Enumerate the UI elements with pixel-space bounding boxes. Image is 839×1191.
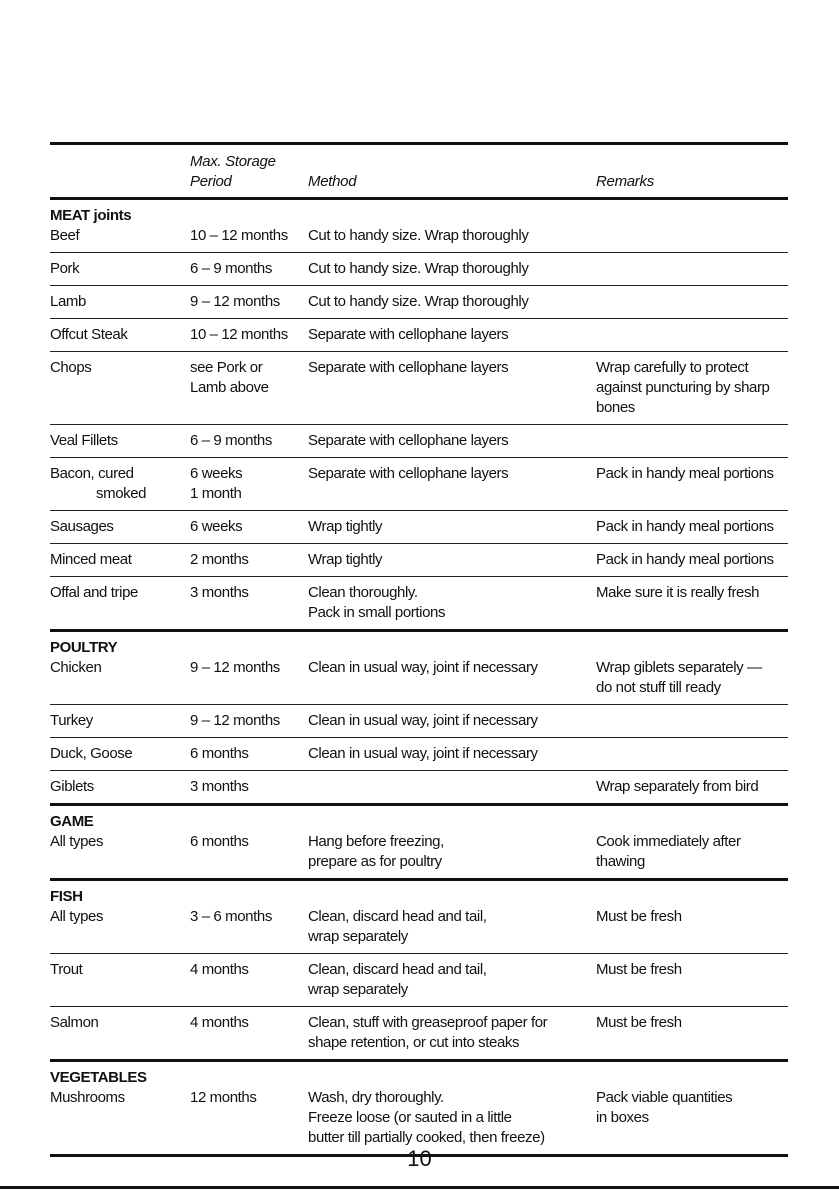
- row-item: Beef: [50, 227, 80, 244]
- header-method: Method: [308, 173, 357, 190]
- row-method: Cut to handy size. Wrap thoroughly: [308, 260, 529, 277]
- table-header-row: [50, 145, 788, 197]
- table-body: [50, 200, 788, 1157]
- table-row: [50, 738, 788, 770]
- row-storage-period: 6 weeks: [190, 518, 243, 535]
- row-item: Duck, Goose: [50, 745, 133, 762]
- section-poultry: [50, 632, 788, 806]
- table-row: [50, 1007, 788, 1059]
- row-method: Wash, dry thoroughly. Freeze loose (or sauted in a little butter till partially cooked, then freeze): [308, 1089, 545, 1146]
- row-storage-period: 4 months: [190, 1014, 249, 1031]
- table-row: [50, 425, 788, 457]
- section-title: FISH: [50, 888, 83, 905]
- table-row: [50, 352, 788, 424]
- row-storage-period: 3 months: [190, 584, 249, 601]
- row-method: Clean in usual way, joint if necessary: [308, 745, 538, 762]
- row-method: Separate with cellophane layers: [308, 432, 509, 449]
- table-row: [50, 226, 788, 252]
- row-item: Salmon: [50, 1014, 99, 1031]
- row-item: Mushrooms: [50, 1089, 125, 1106]
- row-item: Chicken: [50, 659, 102, 676]
- table-row: [50, 253, 788, 285]
- row-storage-period: 2 months: [190, 551, 249, 568]
- section-title: VEGETABLES: [50, 1069, 147, 1086]
- row-item: Minced meat: [50, 551, 132, 568]
- row-method: Clean, stuff with greaseproof paper for shape retention, or cut into steaks: [308, 1014, 548, 1051]
- table-row: [50, 544, 788, 576]
- row-storage-period: 12 months: [190, 1089, 257, 1106]
- row-storage-period: 6 – 9 months: [190, 432, 272, 449]
- row-item: Turkey: [50, 712, 93, 729]
- row-remarks: Wrap giblets separately — do not stuff till ready: [596, 659, 762, 696]
- row-item: Trout: [50, 961, 83, 978]
- row-item: All types: [50, 833, 104, 850]
- table-row: [50, 832, 788, 878]
- row-item: Giblets: [50, 778, 94, 795]
- row-storage-period: see Pork or Lamb above: [190, 359, 269, 396]
- header-remarks: Remarks: [596, 173, 654, 190]
- table-row: [50, 771, 788, 803]
- row-item: All types: [50, 908, 104, 925]
- row-storage-period: 9 – 12 months: [190, 659, 280, 676]
- row-method: Cut to handy size. Wrap thoroughly: [308, 227, 529, 244]
- row-item: Offal and tripe: [50, 584, 138, 601]
- row-remarks: Pack in handy meal portions: [596, 551, 774, 568]
- row-method: Clean, discard head and tail, wrap separately: [308, 961, 487, 998]
- row-storage-period: 3 months: [190, 778, 249, 795]
- row-remarks: Must be fresh: [596, 1014, 682, 1031]
- row-item: Veal Fillets: [50, 432, 118, 449]
- row-storage-period: 9 – 12 months: [190, 293, 280, 310]
- row-remarks: Make sure it is really fresh: [596, 584, 760, 601]
- row-storage-period: 3 – 6 months: [190, 908, 272, 925]
- section-fish: [50, 881, 788, 1062]
- row-method: Wrap tightly: [308, 551, 383, 568]
- table-row: [50, 658, 788, 704]
- row-remarks: Cook immediately after thawing: [596, 833, 741, 870]
- row-item-sub: smoked: [96, 485, 147, 502]
- table-row: [50, 907, 788, 953]
- page-bottom-rule: [0, 1186, 839, 1189]
- row-method: Clean, discard head and tail, wrap separately: [308, 908, 487, 945]
- table-row: [50, 954, 788, 1006]
- section-vegetables: [50, 1062, 788, 1157]
- row-remarks: Wrap carefully to protect against puncturing by sharp bones: [596, 359, 770, 416]
- table-row: [50, 1088, 788, 1154]
- header-max-storage-period: Max. Storage Period: [190, 153, 276, 190]
- row-item: Lamb: [50, 293, 86, 310]
- row-remarks: Must be fresh: [596, 961, 682, 978]
- table-row: [50, 577, 788, 629]
- row-method: Clean thoroughly. Pack in small portions: [308, 584, 446, 621]
- table-row: [50, 458, 788, 510]
- row-storage-period: 6 weeks 1 month: [190, 465, 243, 502]
- row-remarks: Wrap separately from bird: [596, 778, 759, 795]
- row-method: Separate with cellophane layers: [308, 326, 509, 343]
- row-storage-period: 6 months: [190, 745, 249, 762]
- row-item: Sausages: [50, 518, 114, 535]
- row-storage-period: 4 months: [190, 961, 249, 978]
- section-title: GAME: [50, 813, 94, 830]
- row-method: Wrap tightly: [308, 518, 383, 535]
- row-storage-period: 6 months: [190, 833, 249, 850]
- row-storage-period: 6 – 9 months: [190, 260, 272, 277]
- row-storage-period: 10 – 12 months: [190, 227, 288, 244]
- row-remarks: Pack in handy meal portions: [596, 465, 774, 482]
- freezer-storage-table: [50, 142, 788, 1157]
- page-number: 10: [407, 1146, 432, 1171]
- section-title: POULTRY: [50, 639, 118, 656]
- row-remarks: Pack viable quantities in boxes: [596, 1089, 733, 1126]
- row-item: Bacon, cured: [50, 465, 134, 482]
- row-storage-period: 9 – 12 months: [190, 712, 280, 729]
- row-method: Separate with cellophane layers: [308, 465, 509, 482]
- row-method: Hang before freezing, prepare as for poultry: [308, 833, 444, 870]
- table-row: [50, 319, 788, 351]
- section-game: [50, 806, 788, 881]
- table-row: [50, 511, 788, 543]
- row-item: Offcut Steak: [50, 326, 128, 343]
- table-row: [50, 286, 788, 318]
- row-method: Clean in usual way, joint if necessary: [308, 659, 538, 676]
- table-row: [50, 705, 788, 737]
- row-item: Pork: [50, 260, 80, 277]
- row-remarks: Must be fresh: [596, 908, 682, 925]
- row-method: Separate with cellophane layers: [308, 359, 509, 376]
- row-method: Cut to handy size. Wrap thoroughly: [308, 293, 529, 310]
- section-meat-joints: [50, 200, 788, 632]
- row-item: Chops: [50, 359, 92, 376]
- row-storage-period: 10 – 12 months: [190, 326, 288, 343]
- section-title: MEAT joints: [50, 207, 132, 224]
- row-method: Clean in usual way, joint if necessary: [308, 712, 538, 729]
- row-remarks: Pack in handy meal portions: [596, 518, 774, 535]
